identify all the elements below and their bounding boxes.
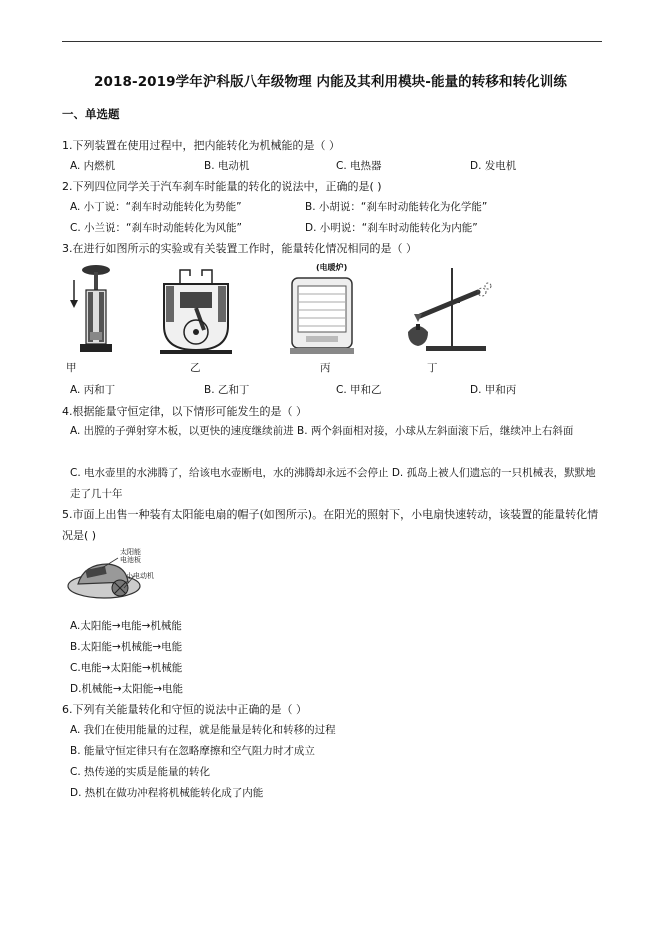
figure-caption-ding: 丁 [427,362,438,374]
question-4-stem: 4.根据能量守恒定律，以下情形可能发生的是（ ） [62,405,307,418]
question-6-option-d[interactable]: D. 热机在做功冲程将机械能转化成了内能 [70,787,264,799]
question-1-option-d[interactable]: D. 发电机 [470,160,517,172]
question-2-option-c[interactable]: C. 小兰说：“刹车时动能转化为风能” [70,222,242,234]
question-3-stem: 3.在进行如图所示的实验或有关装置工作时，能量转化情况相同的是（ ） [62,242,417,255]
question-5-stem: 5.市面上出售一种装有太阳能电扇的帽子(如图所示)。在阳光的照射下，小电扇快速转动，该装置的能量转化情况是( ) [62,508,599,542]
question-2-option-a[interactable]: A. 小丁说：“刹车时动能转化为势能” [70,201,242,213]
question-3-option-a[interactable]: A. 丙和丁 [70,384,116,396]
figure-caption-jia: 甲 [66,362,77,374]
question-3-option-d[interactable]: D. 甲和丙 [470,384,517,396]
figure-label-solar: 太阳能 [120,548,141,556]
question-1-option-b[interactable]: B. 电动机 [204,160,250,172]
question-6-option-b[interactable]: B. 能量守恒定律只有在忽略摩擦和空气阻力时才成立 [70,745,315,757]
heater-label: (电暖炉) [316,263,348,272]
question-4-options-cd[interactable]: C. 电水壶里的水沸腾了，给该电水壶断电，水的沸腾却永远不会停止 D. 孤岛上被人们遗忘的一只机械表，默默地走了几十年 [70,467,596,500]
question-6-stem: 6.下列有关能量转化和守恒的说法中正确的是（ ） [62,703,307,716]
figure-label-motor: 小电动机 [126,572,154,580]
figure-caption-yi: 乙 [190,362,201,374]
figure-yi-engine [156,262,236,358]
figure-bing-heater [286,262,358,358]
question-5-option-b[interactable]: B.太阳能→机械能→电能 [70,641,183,653]
figure-ding-steam [390,262,494,358]
figure-jia-piston [66,262,116,356]
figure-label-panel: 电池板 [120,556,141,564]
question-2-stem: 2.下列四位同学关于汽车刹车时能量的转化的说法中，正确的是( ) [62,180,382,193]
question-4-options-ab[interactable]: A. 出膛的子弹射穿木板，以更快的速度继续前进 B. 两个斜面相对接，小球从左斜面滚下后，继续冲上右斜面 [70,425,574,437]
page-title: 2018-2019学年沪科版八年级物理 内能及其利用模块-能量的转移和转化训练 [94,74,567,90]
question-2-option-d[interactable]: D. 小明说：“刹车时动能转化为内能” [305,222,478,234]
figure-caption-bing: 丙 [320,362,331,374]
question-5-option-c[interactable]: C.电能→太阳能→机械能 [70,662,183,674]
question-5-option-a[interactable]: A.太阳能→电能→机械能 [70,620,182,632]
question-3-option-c[interactable]: C. 甲和乙 [336,384,382,396]
question-1-option-a[interactable]: A. 内燃机 [70,160,116,172]
question-6-option-a[interactable]: A. 我们在使用能量的过程，就是能量是转化和转移的过程 [70,724,336,736]
question-2-option-b[interactable]: B. 小胡说：“刹车时动能转化为化学能” [305,201,488,213]
section-heading: 一、单选题 [62,107,120,121]
question-1-option-c[interactable]: C. 电热器 [336,160,382,172]
question-5-option-d[interactable]: D.机械能→太阳能→电能 [70,683,184,695]
figure-solar-fan-hat [64,548,158,608]
question-1-stem: 1.下列装置在使用过程中，把内能转化为机械能的是（ ） [62,139,340,152]
question-6-option-c[interactable]: C. 热传递的实质是能量的转化 [70,766,211,778]
question-3-option-b[interactable]: B. 乙和丁 [204,384,250,396]
header-rule [62,41,602,42]
